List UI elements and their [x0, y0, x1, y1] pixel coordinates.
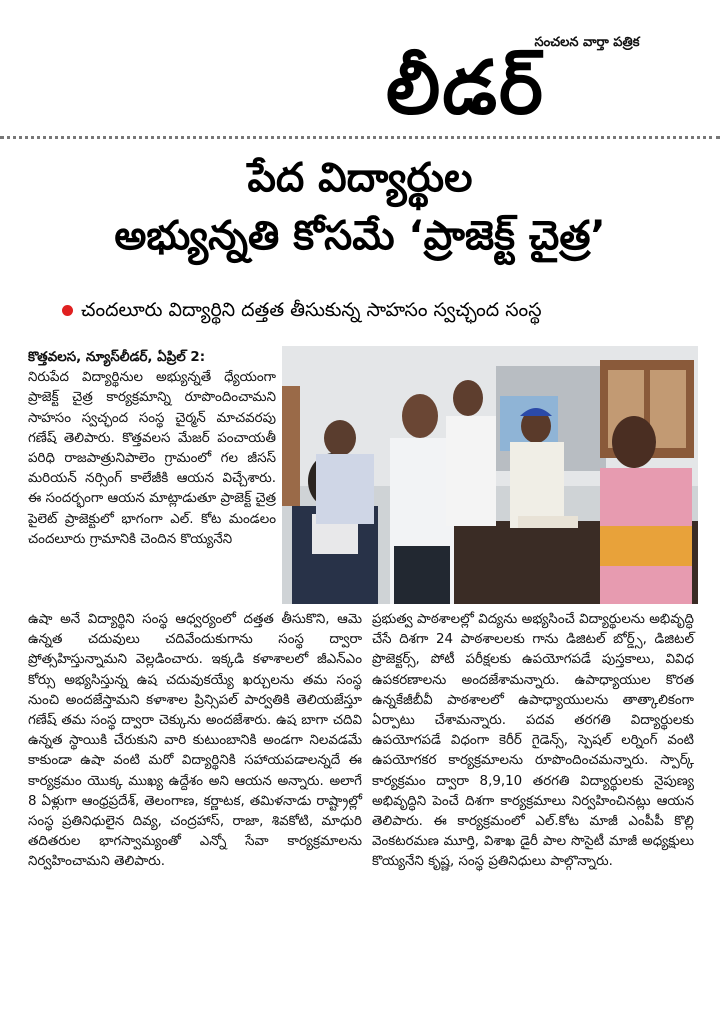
dateline: కొత్తవలస, న్యూస్‌లీడర్, ఏప్రిల్ 2: — [28, 350, 206, 365]
subheadline-text: చందలూరు విద్యార్థిని దత్తత తీసుకున్న సాహసం స్వచ్ఛంద సంస్థ — [81, 299, 542, 321]
headline-line-1: పేద విద్యార్థుల — [247, 155, 473, 201]
article-column-a — [28, 348, 276, 550]
masthead-tagline: సంచలన వార్తా పత్రిక — [534, 35, 640, 50]
article-text-c: ప్రభుత్వ పాఠశాలల్లో విద్యను అభ్యసించే విద్యార్థులను అభివృద్ధి చేసే దిశగా 24 పాఠశాలలకు గాను డిజిటల్ బోర్డ్స్, డిజిటల్ ప్రొజెక్టర్స్, పోటీ పరీక్షలకు ఉపయోగపడే పుస్తకాలు, వివిధ ఉపకరణాలను అందజేశామన్నారు. ఉపాధ్యాయుల కొరత ఉన్నకేజీబీవీ పాఠశాలలో ఉపాధ్యాయులను తాత్కాలికంగా ఏర్పాటు చేశామన్నారు. పదవ తరగతి విద్యార్థులకు ఉపయోగపడే విధంగా కెరీర్ గైడెన్స్, స్పెషల్ లర్నింగ్ వంటి ఉపయోగకర కార్యక్రమాలను రూపొందించమన్నారు. స్పార్క్ కార్యక్రమం ద్వారా 8,9,10 తరగతి విద్యార్థులకు నైపుణ్య అభివృద్ధిని పెంచే దిశగా కార్యక్రమాలు నిర్వహించినట్లు ఆయన తెలిపారు. ఈ కార్యక్రమంలో ఎల్.కోట మాజీ ఎంపీపీ కొల్లి వెంకటరమణ మూర్తి, విశాఖ డైరీ పాల సొసైటీ మాజీ అధ్యక్షులు కొయ్యనేని కృష్ణ, సంస్థ ప్రతినిధులు పాల్గొన్నారు. — [372, 612, 694, 870]
article-text-b: ఉషా అనే విద్యార్థిని సంస్థ ఆధ్వర్యంలో దత్తత తీసుకొని, ఆమె ఉన్నత చదువులు చదివేందుకుగాను సంస్థ ద్వారా ప్రోత్సహిస్తున్నామని వెల్లడించారు. ఇక్కడి కళాశాలలో జీఎన్ఎం కోర్సు అభ్యసిస్తున్న ఉష చదువుకయ్యే ఖర్చులను తమ సంస్థ నుంచి అందజేస్తామని కళాశాల ప్రిన్సిపల్ పార్వతికి తెలియజేస్తూ గణేష్ తమ సంస్థ ద్వారా చెక్కును అందజేశారు. ఉష బాగా చదివి ఉన్నత స్థాయికి చేరుకుని వారి కుటుంబానికి అండగా నిలవడమే కాకుండా ఉషా వంటి మరో విద్యార్థినికి సహాయపడాలన్నదే ఈ కార్యక్రమం యొక్క ముఖ్య ఉద్దేశం అని ఆయన అన్నారు. అలాగే 8 ఏళ్లుగా ఆంధ్రప్రదేశ్, తెలంగాణ, కర్ణాటక, తమిళనాడు రాష్ట్రాల్లో సంస్థ ప్రతినిధులైన దివ్య, చంద్రహాస్, రాజా, శివకోటి, మాధురి తదితరుల భాగస్వామ్యంతో ఎన్నో సేవా కార్యక్రమాలను నిర్వహించామని తెలిపారు. — [28, 612, 362, 870]
masthead-name: లీడర్ — [386, 45, 545, 131]
dotted-rule — [0, 136, 720, 139]
bullet-icon — [62, 305, 73, 316]
news-photo — [282, 346, 698, 604]
article-column-c — [372, 610, 694, 873]
article-text-a: నిరుపేద విద్యార్థినుల అభ్యున్నతే ధ్యేయంగా ప్రాజెక్ట్ చైత్ర కార్యక్రమాన్ని రూపొందించామని సాహసం స్వచ్ఛంద సంస్థ చైర్మన్ మాచవరపు గణేష్ తెలిపారు. కొత్తవలస మేజర్ పంచాయతీ పరిధి రాజపాత్రునిపాలెం గ్రామంలో గల జీసస్ మరియన్ నర్సింగ్ కాలేజీకి ఆయన విచ్చేశారు. ఈ సందర్భంగా ఆయన మాట్లాడుతూ ప్రాజెక్ట్ చైత్ర పైలెట్ ప్రాజెక్టులో భాగంగా ఎల్. కోట మండలం చందలూరు గ్రామానికి చెందిన కొయ్యనేని — [28, 370, 276, 547]
subheadline — [62, 296, 682, 324]
masthead — [384, 30, 674, 131]
headline-line-2: అభ్యున్నతి కోసమే ‘ప్రాజెక్ట్ చైత్ర’ — [114, 213, 606, 259]
article-column-b — [28, 610, 362, 873]
